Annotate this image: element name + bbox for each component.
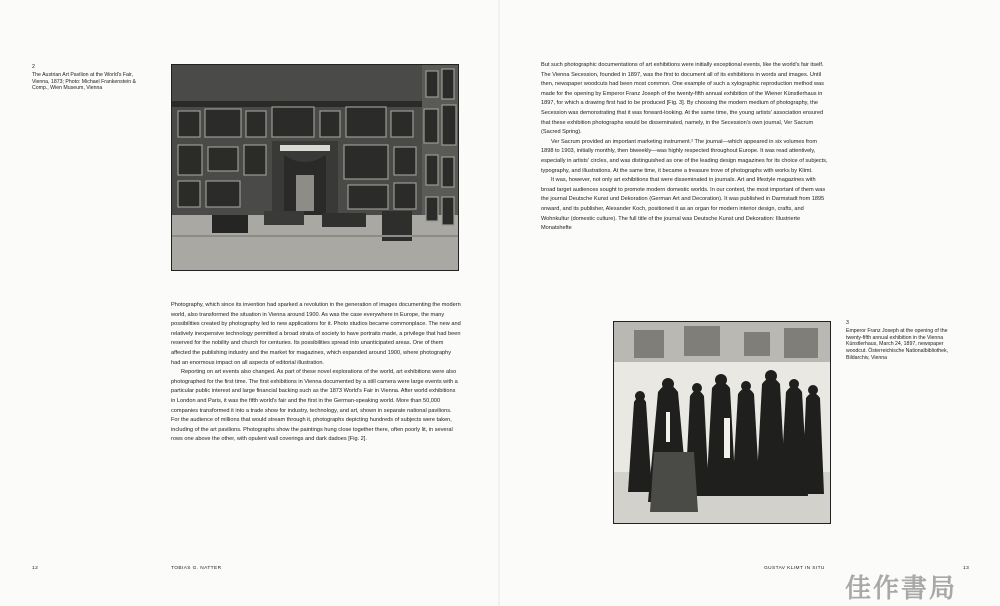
left-page-number: 12 <box>32 566 39 571</box>
figure-2-number: 2 <box>32 64 35 70</box>
paragraph: Reporting on art events also changed. As part of these novel explorations of the world, art exhibitions were also photographed for the first time. The first exhibitions in Vienna documented by a still camera were large events with a particular public interest and large financial backing such as the 1873 World's Fair in Vienna. After world exhibitions in London and Paris, it was the fifth world's fair and the first in the German-speaking world. More than 50,000 companies transformed it into a trade show for industry, technology, and art, shown in separate national pavilions. For the audience of millions that would stream through it, photographs depicting hundreds of subjects were taken, including of the art pavilions. Photographs show the paintings hung close together there, often poorly lit, in several rows one above the other, with opulent wall coverings and dark dadoes [Fig. 2]. <box>171 369 458 443</box>
paragraph: Ver Sacrum provided an important marketing instrument.² The journal—which appeared in six volumes from 1898 to 1903, initially monthly, then biweekly—was highly respected throughout Europe. It was read attentively, especially in artists' circles, and was distinguished as one of the leading design magazines for its choice of subjects, typography, and illustrations. At the same time, it became a treasure trove of photographs with works by Klimt. <box>541 138 828 174</box>
left-body-text <box>171 301 461 445</box>
paragraph: It was, however, not only art exhibitions that were disseminated in journals. Art and lifestyle magazines with broad target audiences sought to promote modern domestic worlds. In our context, the most important of them was the journal Deutsche Kunst und Dekoration (German Art and Decoration). It was published in Darmstadt from 1895 onward, and its publisher, Alexander Koch, positioned it as an organ for modern interior design, crafts, and Wohnkultur (domestic culture). The full title of the journal was Deutsche Kunst und Dekoration: Illustrierte Monatshefte <box>541 177 826 232</box>
figure-3-woodcut-image <box>613 321 831 524</box>
right-page-number: 13 <box>963 566 970 571</box>
gallery-hall-image <box>172 65 458 270</box>
figure-3-caption-text: Emperor Franz Joseph at the opening of the twenty-fifth annual exhibition in the Vienna Künstlerhaus, March 24, 1897, newspaper woodcut. Österreichische Nationalbibliothek, Bildarchiv, Vienna <box>846 327 949 361</box>
figure-2-caption-text: The Austrian Art Pavilion at the World's Fair, Vienna, 1873; Photo: Michael Frankenstein & Comp., Wien Museum, Vienna <box>32 71 137 92</box>
left-running-author: TOBIAS G. NATTER <box>171 566 222 571</box>
right-running-title: GUSTAV KLIMT IN SITU <box>764 566 825 571</box>
figure-2-exhibition-photo <box>171 64 459 271</box>
figure-3-number: 3 <box>846 320 849 326</box>
paragraph: Photography, which since its invention had sparked a revolution in the generation of images documenting the modern world, also transformed the situation in Vienna around 1900. As was the case everywhere in Europe, the many possibilities created by photography led to new applications for it. Photo studios became commonplace. The new and relatively inexpensive technology permitted a broad strata of society to have portraits made, a privilege that had been reserved for the nobility and church for centuries. Its possibilities spread into unanticipated areas. One of them affected the publishing industry and the market for magazines, which expanded around 1900, where photography had an enormous impact on all aspects of editorial illustration. <box>171 302 461 366</box>
figure-3-caption <box>846 320 960 362</box>
right-body-text <box>541 61 831 234</box>
figure-2-caption <box>32 64 150 92</box>
emperor-opening-woodcut <box>614 322 830 523</box>
paragraph: But such photographic documentations of art exhibitions were initially exceptional events, like the world's fair itself. The Vienna Secession, founded in 1897, was the first to document all of its exhibitions in words and images. Until then, newspaper woodcuts had been most common. One example of such a xylographic reproduction method was made for the opening by Emperor Franz Joseph of the twenty-fifth annual exhibition of the Wiener Künstlerhaus in 1897, for which a drawing first had to be produced [Fig. 3]. By choosing the modern medium of photography, the Secession was demonstrating that it was forward-looking. At the same time, the young artists' association ensured that these exhibition photographs would be disseminated, namely, in the Secession's own journal, Ver Sacrum (Sacred Spring). <box>541 62 824 136</box>
right-page <box>500 0 1000 606</box>
watermark-text: 佳作書局 <box>845 574 958 604</box>
